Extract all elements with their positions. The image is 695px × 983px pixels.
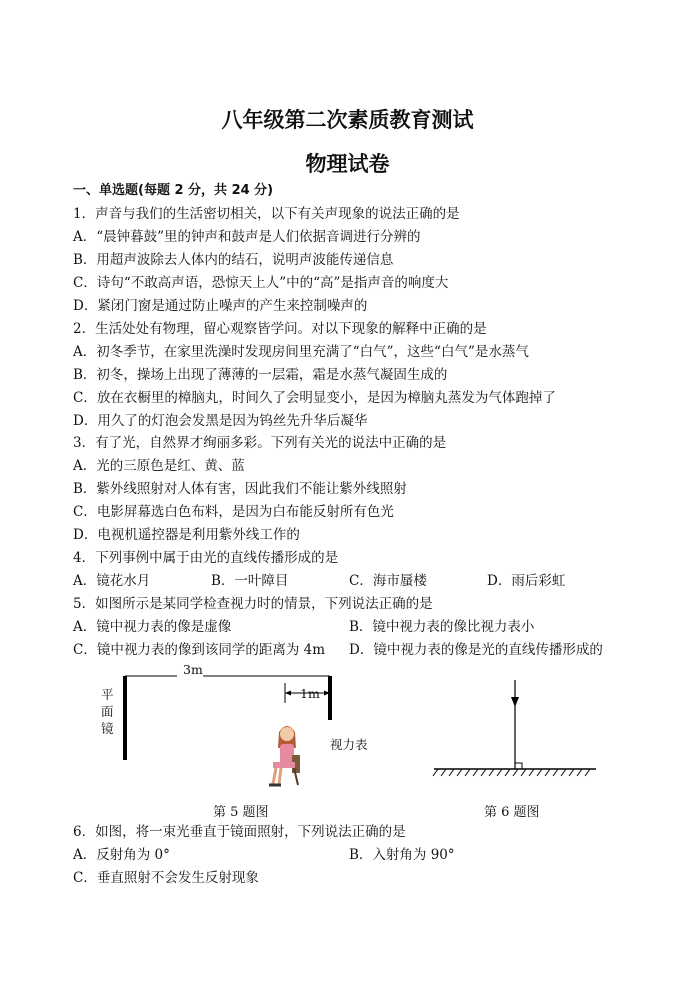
question-4-stem: 4．下列事例中属于由光的直线传播形成的是 [73,550,339,566]
question-5-option-d: D．镜中视力表的像是光的直线传播形成的 [349,642,603,658]
question-6-option-a: A．反射角为 0° [73,847,170,863]
question-3-option-b: B．紫外线照射对人体有害，因此我们不能让紫外线照射 [73,481,407,497]
question-3-option-a: A．光的三原色是红、黄、蓝 [73,458,245,474]
question-1-option-a: A．“晨钟暮鼓”里的钟声和鼓声是人们依据音调进行分辨的 [73,229,421,245]
figure-5-label-1m: 1m [300,686,320,701]
question-2-option-b: B．初冬，操场上出现了薄薄的一层霜，霜是水蒸气凝固生成的 [73,367,448,383]
question-4-option-d: D．雨后彩虹 [487,573,566,589]
section-heading: 一、单选题(每题 2 分，共 24 分) [73,183,274,198]
question-5-option-b: B．镜中视力表的像比视力表小 [349,619,535,635]
question-3-option-c: C．电影屏幕选白色布料，是因为白布能反射所有色光 [73,504,394,520]
figure-5-diagram [95,660,355,795]
question-1-option-d: D．紧闭门窗是通过防止噪声的产生来控制噪声的 [73,298,368,314]
question-6-option-b: B．入射角为 90° [349,847,455,863]
question-2-option-c: C．放在衣橱里的樟脑丸，时间久了会明显变小，是因为樟脑丸蒸发为气体跑掉了 [73,390,556,406]
question-1-stem: 1．声音与我们的生活密切相关，以下有关声现象的说法正确的是 [73,206,460,222]
question-2-option-d: D．用久了的灯泡会发黑是因为钨丝先升华后凝华 [73,413,368,429]
question-4-option-c: C．海市蜃楼 [349,573,427,589]
question-2-option-a: A．初冬季节，在家里洗澡时发现房间里充满了“白气”，这些“白气”是水蒸气 [73,344,529,360]
question-2-stem: 2．生活处处有物理，留心观察皆学问。对以下现象的解释中正确的是 [73,321,487,337]
dimension-1m-arrow-left [285,691,291,696]
figure-5-label-mirror-1: 平 [101,687,114,702]
ray-arrow [511,697,519,707]
question-3-stem: 3．有了光，自然界才绚丽多彩。下列有关光的说法中正确的是 [73,435,447,451]
mirror-hatching [433,769,590,776]
question-6-stem: 6．如图，将一束光垂直于镜面照射，下列说法正确的是 [73,824,406,840]
question-6-option-c: C．垂直照射不会发生反射现象 [73,870,259,886]
question-5-stem: 5．如图所示是某同学检查视力时的情景，下列说法正确的是 [73,596,433,612]
question-3-option-d: D．电视机遥控器是利用紫外线工作的 [73,527,300,543]
right-angle-mark [515,763,522,769]
exam-subtitle: 物理试卷 [305,152,390,176]
figure-5-caption: 第 5 题图 [213,805,269,820]
question-1-option-b: B．用超声波除去人体内的结石，说明声波能传递信息 [73,252,394,268]
question-5-option-a: A．镜中视力表的像是虚像 [73,619,232,635]
question-4-option-a: A．镜花水月 [73,573,151,589]
exam-title: 八年级第二次素质教育测试 [221,108,474,132]
figure-6-diagram [430,675,600,785]
student-figure [269,726,300,785]
figure-5-label-mirror-3: 镜 [101,721,114,736]
figure-5-label-mirror-2: 面 [101,704,114,719]
figure-6-caption: 第 6 题图 [484,805,540,820]
figure-5-label-eye-chart: 视力表 [330,737,368,752]
question-1-option-c: C．诗句“不敢高声语，恐惊天上人”中的“高”是指声音的响度大 [73,275,449,291]
question-5-option-c: C．镜中视力表的像到该同学的距离为 4m [73,642,326,658]
figure-5-label-3m: 3m [183,662,203,677]
question-4-option-b: B．一叶障目 [211,573,289,589]
